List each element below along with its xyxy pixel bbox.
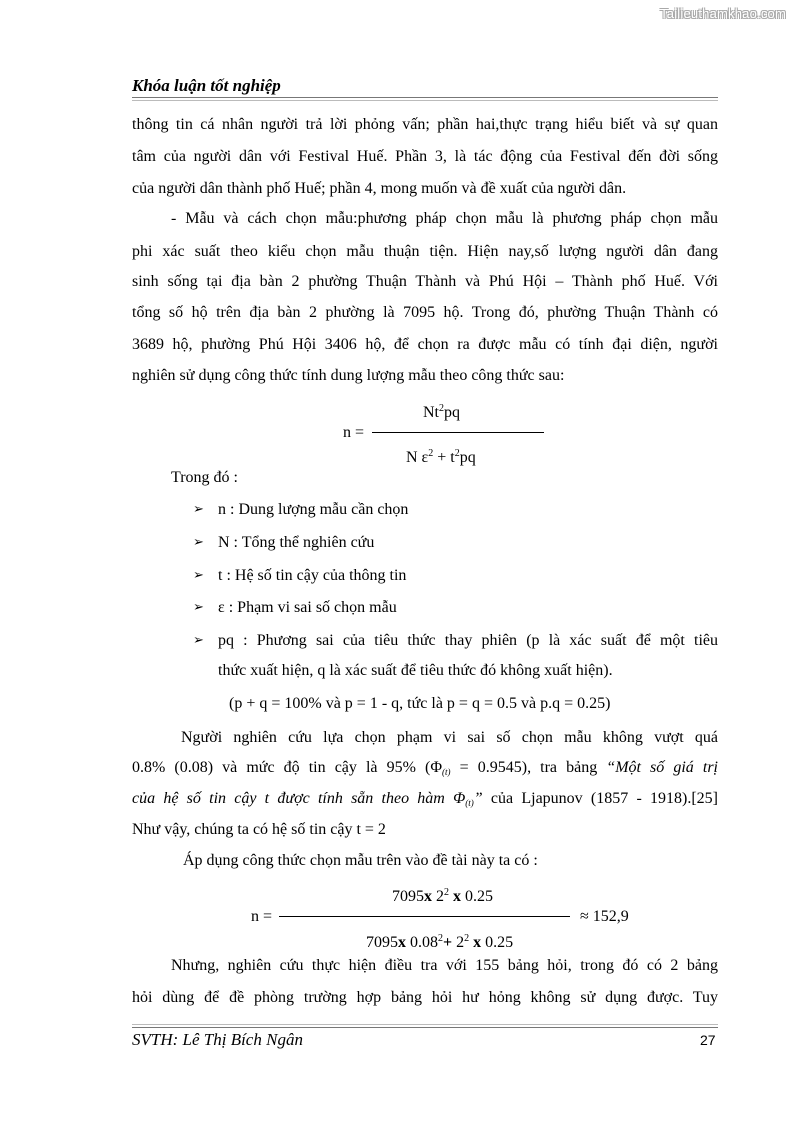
formula-denominator: N $\varepsilon^2 + t^2pq$ (406, 448, 476, 466)
header-rule (132, 97, 718, 98)
arrow-bullet-icon: ➢ (193, 600, 204, 615)
paragraph-line: nghiên sử dụng công thức tính dung lượng mẫu theo công thức sau: (132, 367, 565, 384)
formula-numerator: 7095x $2^2$ x 0.25 (392, 887, 493, 905)
paragraph-line: 0.8% (0.08) và mức độ tin cậy là 95% $(\Phi_{(t)} = 0.9545)$, tra bảng “Một số giá trị (132, 759, 719, 777)
arrow-bullet-icon: ➢ (193, 568, 204, 583)
footer-rule (132, 1027, 718, 1028)
paragraph-line: phi xác suất theo kiểu chọn mẫu thuận tiện. Hiện nay,số lượng người dân đang (132, 243, 718, 260)
formula-lhs: n = (343, 424, 365, 441)
header-title: Khóa luận tốt nghiệp (132, 76, 281, 95)
where-label: Trong đó : (171, 469, 238, 486)
paragraph-line: 3689 hộ, phường Phú Hội 3406 hộ, để chọn ra được mẫu có tính đại diện, người (132, 336, 718, 353)
footer-author: SVTH: Lê Thị Bích Ngân (132, 1030, 303, 1049)
list-item: ε : Phạm vi sai số chọn mẫu (218, 599, 397, 616)
paragraph-line: của người dân thành phố Huế; phần 4, mong muốn và đề xuất của người dân. (132, 180, 627, 197)
footer-rule-secondary (132, 1024, 718, 1025)
paragraph-line: Như vậy, chúng ta có hệ số tin cậy t = 2 (132, 821, 386, 838)
list-item-continuation: thức xuất hiện, q là xác suất để tiêu thức đó không xuất hiện). (218, 662, 613, 679)
formula-result: ≈ 152,9 (580, 908, 629, 925)
arrow-bullet-icon: ➢ (193, 502, 204, 517)
arrow-bullet-icon: ➢ (193, 535, 204, 550)
paragraph-line: hỏi dùng để đề phòng trường hợp bảng hỏi hư hỏng không sử dụng được. Tuy (132, 989, 718, 1006)
page-number: 27 (700, 1032, 716, 1048)
fraction-bar (279, 916, 570, 917)
pq-note: (p + q = 100% và p = 1 - q, tức là p = q = 0.5 và p.q = 0.25) (229, 695, 611, 712)
formula-denominator: 7095x $0.08^2+ 2^2$ x 0.25 (366, 933, 514, 951)
formula-numerator: Nt$^2$pq (423, 403, 460, 421)
watermark: Tailieuthamkhao.com (660, 6, 786, 21)
apply-line: Áp dụng công thức chọn mẫu trên vào đề tài này ta có : (183, 852, 538, 869)
paragraph-line: Nhưng, nghiên cứu thực hiện điều tra với 155 bảng hỏi, trong đó có 2 bảng (171, 957, 718, 974)
paragraph-line: của hệ số tin cậy t được tính sẵn theo hàm $\Phi_{(t)}$” của Ljapunov (1857 - 1918).[25] (132, 790, 719, 808)
paragraph-line: tâm của người dân với Festival Huế. Phần 3, là tác động của Festival đến đời sống (132, 148, 718, 165)
list-item: t : Hệ số tin cậy của thông tin (218, 567, 407, 584)
list-item: n : Dung lượng mẫu cần chọn (218, 501, 409, 518)
header-rule-secondary (132, 100, 718, 101)
fraction-bar (372, 432, 544, 433)
paragraph-line: tổng số hộ trên địa bàn 2 phường là 7095 hộ. Trong đó, phường Thuận Thành có (132, 304, 718, 321)
paragraph-line: - Mẫu và cách chọn mẫu:phương pháp chọn mẫu là phương pháp chọn mẫu (171, 210, 718, 227)
paragraph-line: Người nghiên cứu lựa chọn phạm vi sai số chọn mẫu không vượt quá (181, 729, 718, 746)
formula-lhs: n = (251, 908, 273, 925)
paragraph-line: sinh sống tại địa bàn 2 phường Thuận Thành và Phú Hội – Thành phố Huế. Với (132, 273, 718, 290)
list-item: pq : Phương sai của tiêu thức thay phiên (p là xác suất để một tiêu (218, 632, 718, 649)
paragraph-line: thông tin cá nhân người trả lời phỏng vấn; phần hai,thực trạng hiểu biết và sự quan (132, 116, 718, 133)
list-item: N : Tổng thể nghiên cứu (218, 534, 375, 551)
arrow-bullet-icon: ➢ (193, 633, 204, 648)
